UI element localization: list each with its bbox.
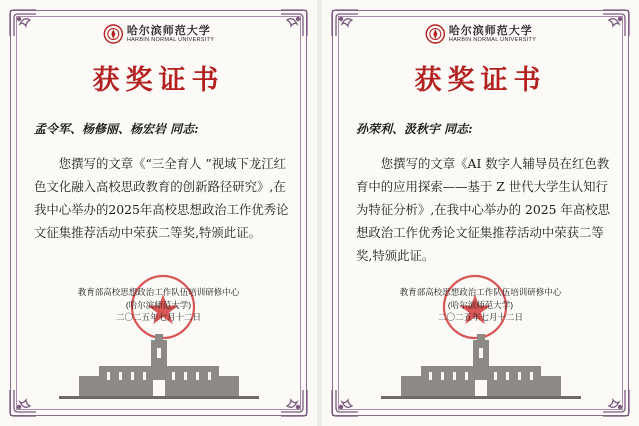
certificate-left: [0, 0, 317, 426]
corner-ornament-icon: [328, 6, 362, 40]
issuer-name: 教育部高校思想政治工作队伍培训研修中心: [399, 287, 562, 297]
corner-ornament-icon: [6, 386, 40, 420]
certificate-title: 获奖证书: [92, 65, 225, 96]
corner-ornament-icon: [599, 6, 633, 40]
university-emblem-icon: [103, 24, 123, 44]
university-name-cn: 哈尔滨师范大学: [448, 23, 533, 37]
issuer-university: (哈尔滨师范大学): [447, 300, 514, 310]
recipients: 孟令军、杨修丽、杨宏岩 同志:: [34, 122, 199, 136]
issuer-name: 教育部高校思想政治工作队伍培训研修中心: [77, 287, 240, 297]
university-name-en: HARBIN NORMAL UNIVERSITY: [448, 36, 537, 43]
university-emblem-icon: [425, 24, 445, 44]
certificate-body: 您撰写的文章《“三全育人 ”视域下龙江红色文化融入高校思政教育的创新路径研究》,在我中心举办的2025年高校思想政治工作优秀论文征集推荐活动中荣获二等奖,特颁此证。: [34, 156, 289, 240]
corner-ornament-icon: [328, 386, 362, 420]
certificate-right: [322, 0, 639, 426]
issuer-block: [0, 286, 317, 325]
recipients: 孙荣利、汲秋宇 同志:: [356, 122, 473, 136]
university-logo: [103, 24, 214, 44]
issue-date: 二〇二五年七月十二日: [115, 313, 201, 323]
issue-date: 二〇二五年七月十二日: [437, 313, 523, 323]
certificate-body: 您撰写的文章《AI 数字人辅导员在红色教育中的应用探索——基于 Z 世代大学生认知行为特征分析》,在我中心举办的 2025 年高校思想政治工作优秀论文征集推荐活动中荣获二等奖,特颁此证。: [356, 156, 610, 263]
corner-ornament-icon: [277, 386, 311, 420]
corner-ornament-icon: [599, 386, 633, 420]
corner-ornament-icon: [6, 6, 40, 40]
university-name-cn: 哈尔滨师范大学: [126, 23, 211, 37]
certificate-title: 获奖证书: [414, 65, 547, 96]
issuer-block: [322, 286, 639, 325]
university-name-en: HARBIN NORMAL UNIVERSITY: [126, 36, 215, 43]
university-building-icon: [59, 334, 259, 404]
issuer-university: (哈尔滨师范大学): [125, 300, 192, 310]
university-logo: [425, 24, 536, 44]
university-building-icon: [381, 334, 581, 404]
corner-ornament-icon: [277, 6, 311, 40]
